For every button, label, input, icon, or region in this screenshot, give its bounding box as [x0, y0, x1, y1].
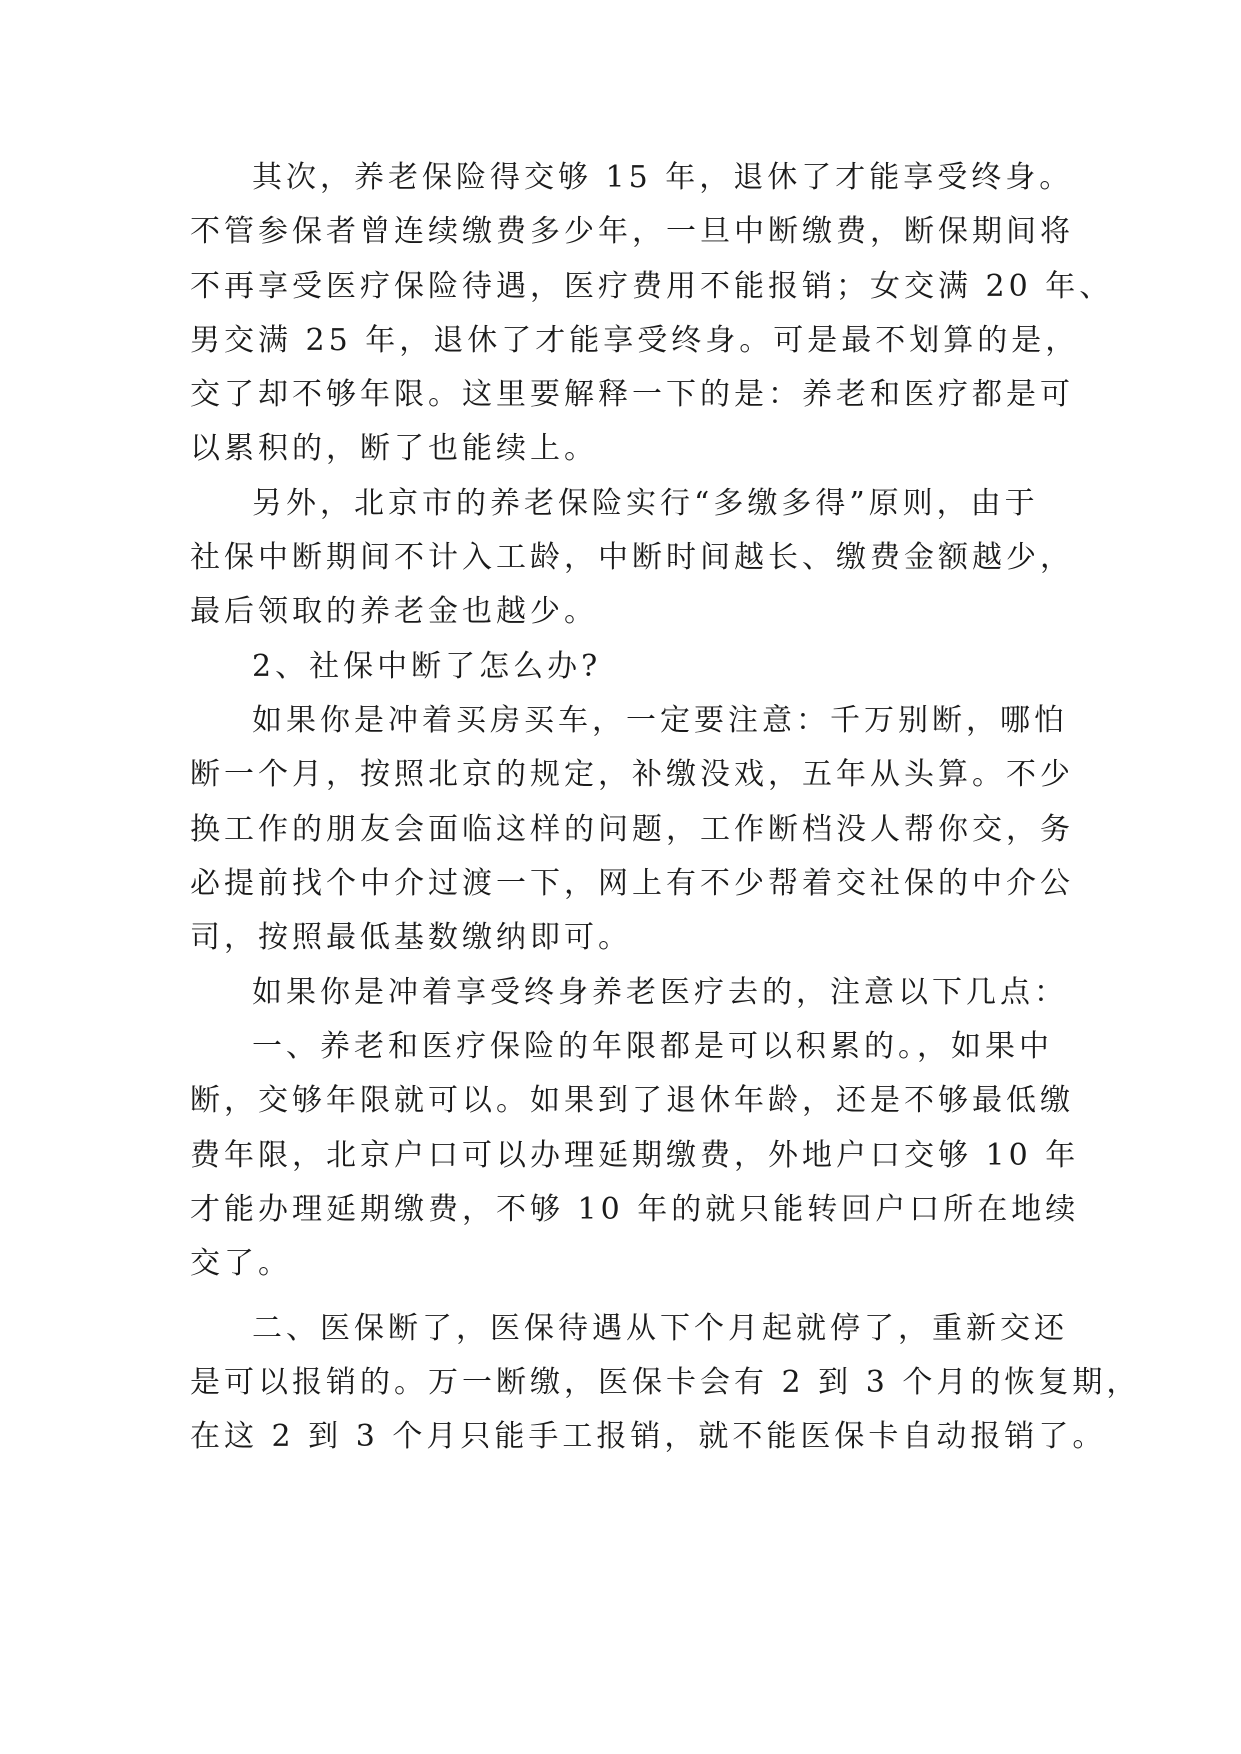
text-line: 是可以报销的。万一断缴，医保卡会有 2 到 3 个月的恢复期， — [190, 1365, 1141, 1400]
text-line: 费年限，北京户口可以办理延期缴费，外地户口交够 10 年 — [190, 1138, 1080, 1173]
text-line: 其次，养老保险得交够 15 年，退休了才能享受终身。 — [252, 160, 1074, 195]
text-line: 交了。 — [190, 1246, 292, 1281]
text-line: 最后领取的养老金也越少。 — [190, 594, 598, 629]
text-line: 如果你是冲着买房买车，一定要注意：千万别断，哪怕 — [252, 703, 1068, 738]
text-line: 必提前找个中介过渡一下，网上有不少帮着交社保的中介公 — [190, 866, 1074, 901]
text-line: 不管参保者曾连续缴费多少年，一旦中断缴费，断保期间将 — [190, 214, 1074, 249]
text-line: 一、养老和医疗保险的年限都是可以积累的。，如果中 — [252, 1029, 1053, 1064]
text-line: 男交满 25 年，退休了才能享受终身。可是最不划算的是， — [190, 323, 1080, 358]
text-line: 断，交够年限就可以。如果到了退休年龄，还是不够最低缴 — [190, 1083, 1074, 1118]
text-line: 在这 2 到 3 个月只能手工报销，就不能医保卡自动报销了。 — [190, 1419, 1107, 1454]
text-line: 才能办理延期缴费，不够 10 年的就只能转回户口所在地续 — [190, 1192, 1080, 1227]
text-line: 断一个月，按照北京的规定，补缴没戏，五年从头算。不少 — [190, 757, 1074, 792]
text-line: 司，按照最低基数缴纳即可。 — [190, 920, 632, 955]
text-line: 社保中断期间不计入工龄，中断时间越长、缴费金额越少， — [190, 540, 1074, 575]
text-line: 二、医保断了，医保待遇从下个月起就停了，重新交还 — [252, 1311, 1068, 1346]
text-line: 换工作的朋友会面临这样的问题，工作断档没人帮你交，务 — [190, 812, 1074, 847]
section-heading: 2、社保中断了怎么办? — [252, 649, 602, 684]
text-line: 以累积的，断了也能续上。 — [190, 431, 598, 466]
text-line: 交了却不够年限。这里要解释一下的是：养老和医疗都是可 — [190, 377, 1074, 412]
text-line: 另外，北京市的养老保险实行“多缴多得”原则，由于 — [252, 486, 1039, 521]
text-line: 不再享受医疗保险待遇，医疗费用不能报销；女交满 20 年、 — [190, 269, 1114, 304]
text-line: 如果你是冲着享受终身养老医疗去的，注意以下几点： — [252, 975, 1068, 1010]
